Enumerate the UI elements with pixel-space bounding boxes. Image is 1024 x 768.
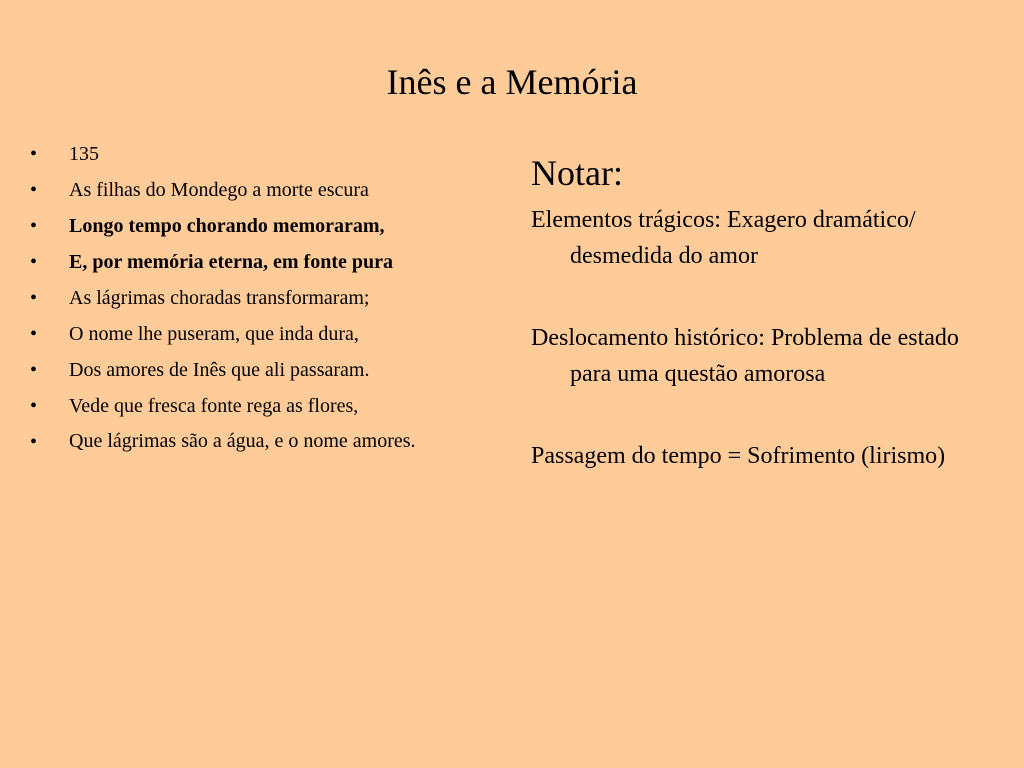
note-item: Passagem do tempo = Sofrimento (lirismo) <box>531 443 946 469</box>
bullet-icon: • <box>30 323 38 345</box>
list-item <box>28 210 498 242</box>
list-item <box>28 318 498 350</box>
bullet-icon: • <box>30 359 38 381</box>
verse-number: 135 <box>69 143 99 165</box>
verse-line: O nome lhe puseram, que inda dura, <box>69 323 359 345</box>
verse-line: Dos amores de Inês que ali passaram. <box>69 359 370 381</box>
note-item: Deslocamento histórico: Problema de estado para uma questão amorosa <box>531 325 959 387</box>
verse-line: Que lágrimas são a água, e o nome amores. <box>69 430 416 452</box>
bullet-icon: • <box>30 431 38 453</box>
bullet-icon: • <box>30 143 38 165</box>
verse-line: Vede que fresca fonte rega as flores, <box>69 395 359 417</box>
list-item <box>28 282 498 314</box>
bullet-icon: • <box>30 179 38 201</box>
list-item <box>28 390 498 422</box>
list-item <box>28 246 498 278</box>
notes-panel <box>531 148 1001 520</box>
bullet-icon: • <box>30 251 38 273</box>
verse-line: As lágrimas choradas transformaram; <box>69 287 370 309</box>
bullet-icon: • <box>30 215 38 237</box>
list-item <box>28 138 498 170</box>
list-item <box>28 354 498 386</box>
verse-line: E, por memória eterna, em fonte pura <box>69 251 394 273</box>
note-item: Elementos trágicos: Exagero dramático/ desmedida do amor <box>531 207 916 269</box>
verse-line: As filhas do Mondego a morte escura <box>69 179 369 201</box>
verse-line: Longo tempo chorando memoraram, <box>69 215 385 237</box>
list-item <box>28 174 498 206</box>
notes-heading: Notar: <box>531 153 623 193</box>
slide-title: Inês e a Memória <box>386 62 638 102</box>
bullet-icon: • <box>30 395 38 417</box>
bullet-icon: • <box>30 287 38 309</box>
list-item <box>28 426 498 457</box>
verse-list <box>28 138 498 461</box>
